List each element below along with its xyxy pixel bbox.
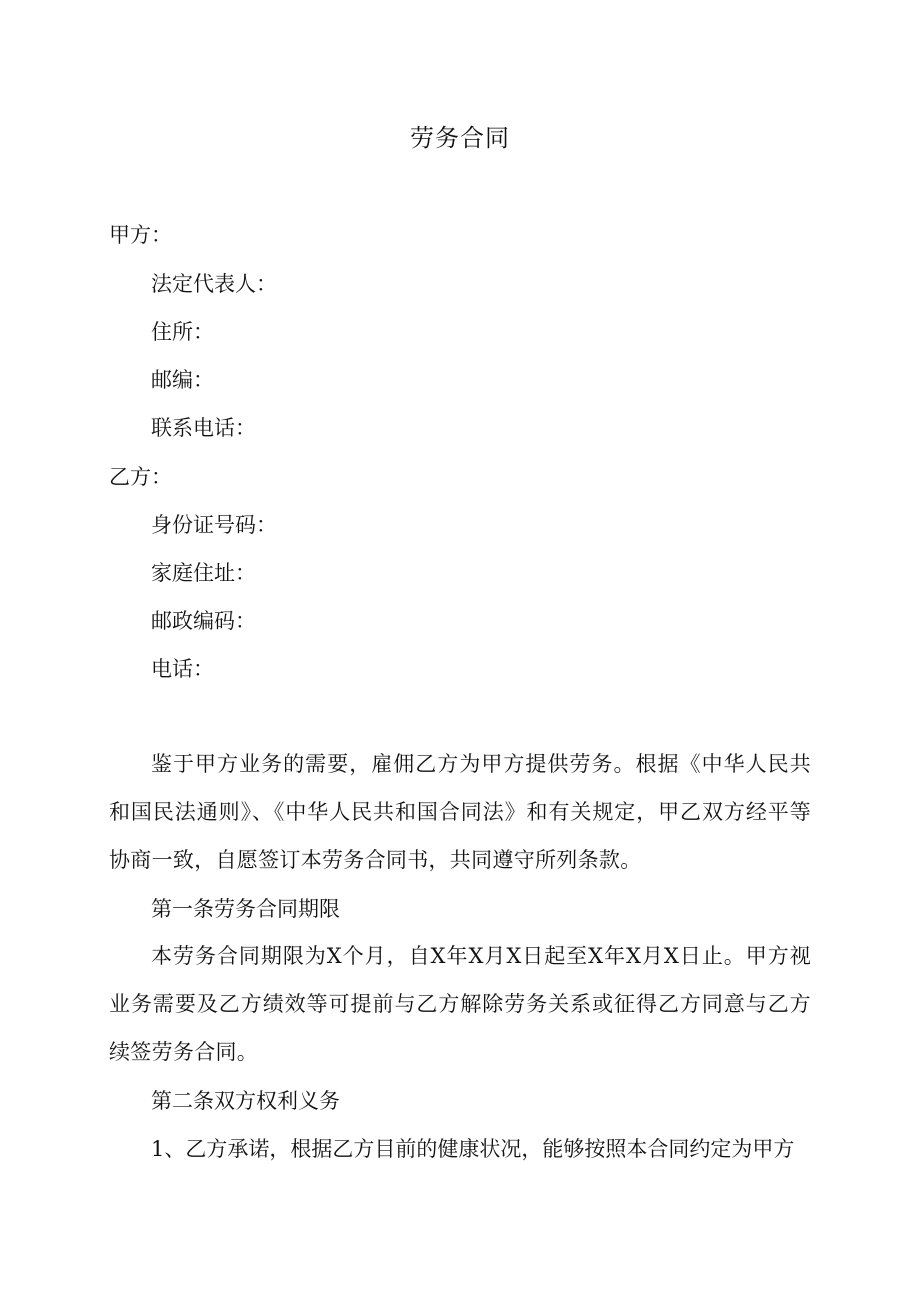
party-a-label: 甲方： [109, 223, 172, 247]
article-2-item-1: 1、乙方承诺，根据乙方目前的健康状况，能够按照本合同约定为甲方 [151, 1137, 795, 1161]
party-b-id-number: 身份证号码： [151, 513, 277, 537]
document-title: 劳务合同 [410, 124, 510, 152]
party-b-phone: 电话： [151, 657, 214, 681]
article-1-heading: 第一条劳务合同期限 [151, 897, 340, 921]
preamble-paragraph: 鉴于甲方业务的需要，雇佣乙方为甲方提供劳务。根据《中华人民共和国民法通则》、《中华人民共和国合同法》和有关规定，甲乙双方经平等协商一致，自愿签订本劳务合同书，共同遵守所列条款。 [109, 752, 811, 872]
party-a-address: 住所： [151, 320, 214, 344]
party-a-legal-rep: 法定代表人： [151, 272, 277, 296]
party-a-postcode: 邮编： [151, 368, 214, 392]
party-a-phone: 联系电话： [151, 416, 256, 440]
article-1-paragraph: 本劳务合同期限为X个月，自X年X月X日起至X年X月X日止。甲方视业务需要及乙方绩效等可提前与乙方解除劳务关系或征得乙方同意与乙方续签劳务合同。 [109, 944, 811, 1064]
party-b-home-address: 家庭住址： [151, 561, 256, 585]
article-2-heading: 第二条双方权利义务 [151, 1089, 340, 1113]
party-b-label: 乙方： [109, 465, 172, 489]
party-b-postcode: 邮政编码： [151, 609, 256, 633]
